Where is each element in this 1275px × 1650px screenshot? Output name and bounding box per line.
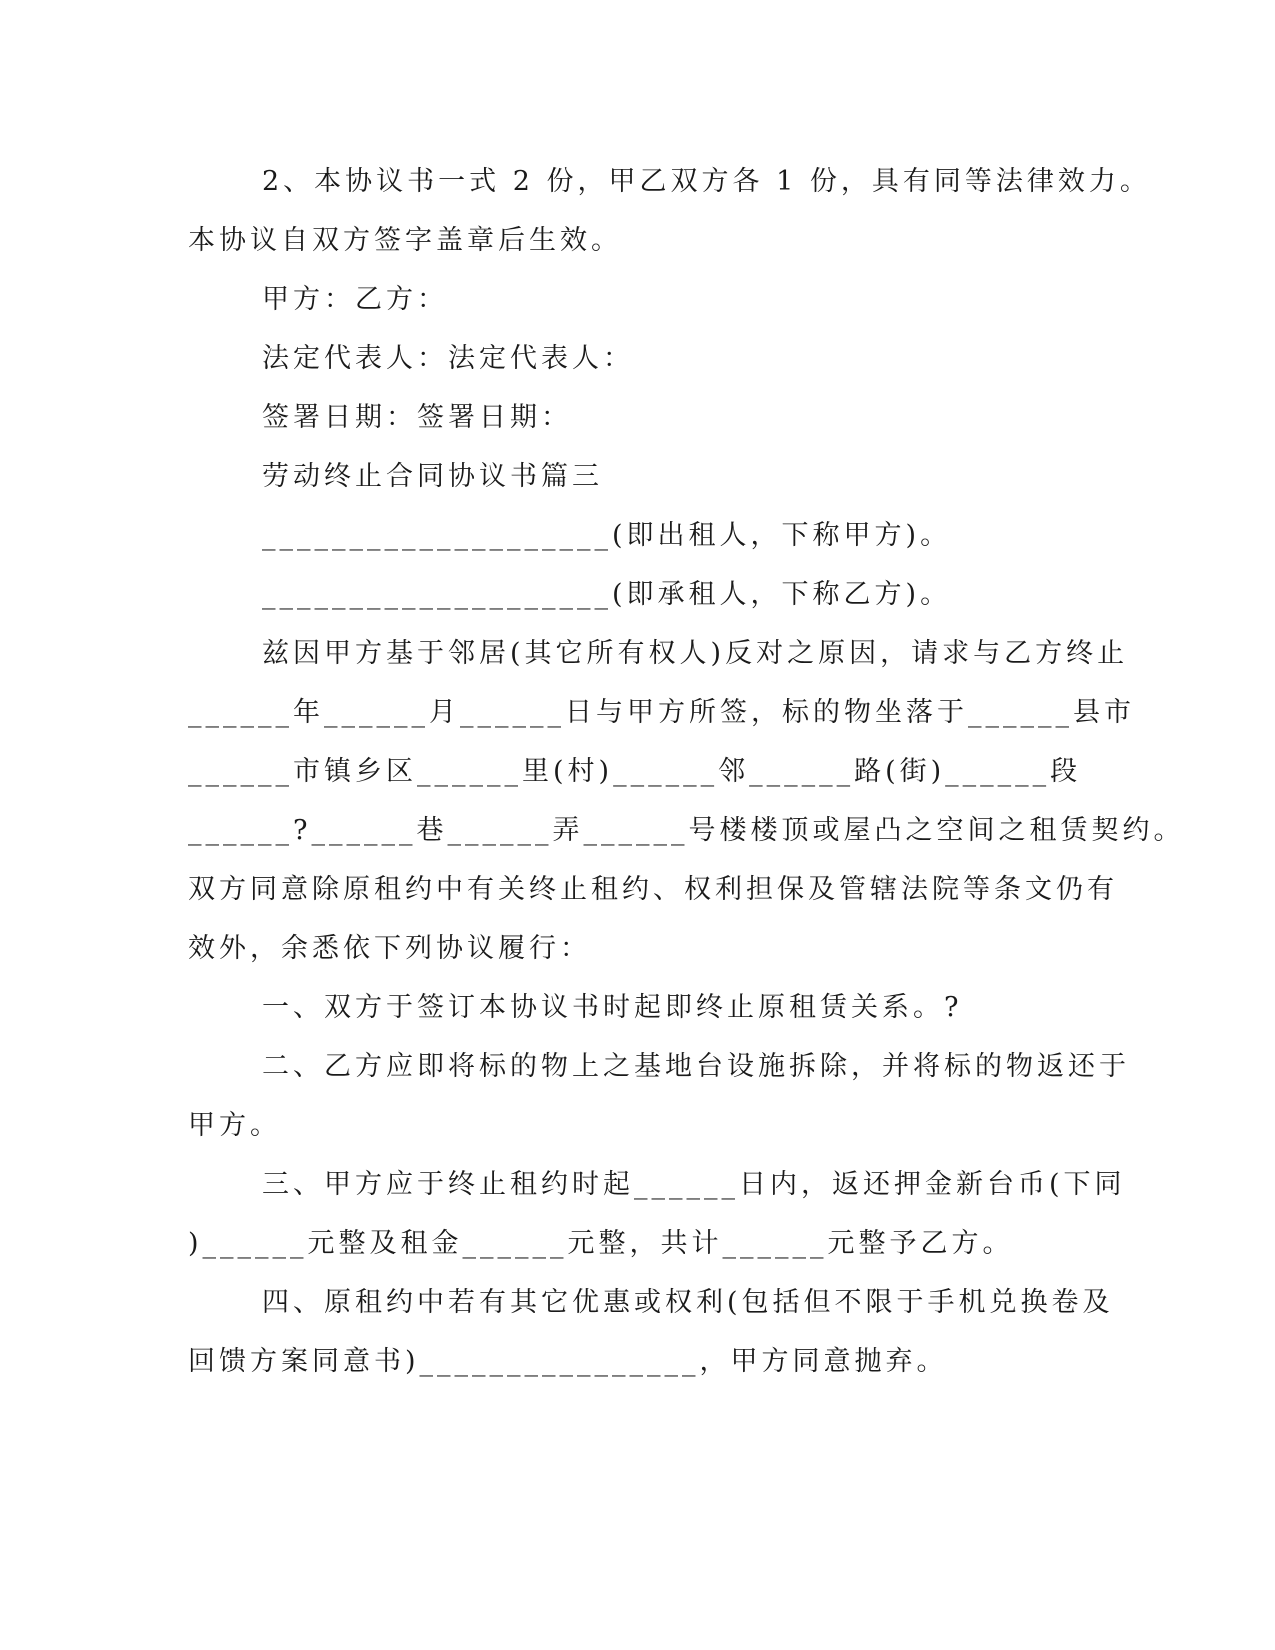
preamble-line-3: ______市镇乡区______里(村)______邻______路(街)______段: [188, 756, 1082, 787]
preamble-line-5: 双方同意除原租约中有关终止租约、权利担保及管辖法院等条文仍有: [188, 874, 1118, 905]
signature-representatives: 法定代表人：法定代表人：: [262, 343, 634, 374]
preamble-line-6: 效外，余悉依下列协议履行：: [188, 933, 591, 964]
party-b-line: ____________________(即承租人，下称乙方)。: [262, 579, 952, 610]
party-a-line: ____________________(即出租人，下称甲方)。: [262, 520, 952, 551]
item-4-line-2: 回馈方案同意书)________________，甲方同意抛弃。: [188, 1346, 948, 1377]
preamble-line-1: 兹因甲方基于邻居(其它所有权人)反对之原因，请求与乙方终止: [262, 638, 1129, 669]
item-3-line-1: 三、甲方应于终止租约时起______日内，返还押金新台币(下同: [262, 1169, 1126, 1200]
signature-dates: 签署日期：签署日期：: [262, 402, 572, 433]
item-4-line-1: 四、原租约中若有其它优惠或权利(包括但不限于手机兑换卷及: [262, 1287, 1114, 1318]
item-3-line-2: )______元整及租金______元整，共计______元整予乙方。: [188, 1228, 1014, 1259]
item-2-line-1: 二、乙方应即将标的物上之基地台设施拆除，并将标的物返还于: [262, 1051, 1130, 1082]
preamble-line-2: ______年______月______日与甲方所签，标的物坐落于______县市: [188, 697, 1135, 728]
clause-2-line-2: 本协议自双方签字盖章后生效。: [188, 225, 622, 256]
item-1: 一、双方于签订本协议书时起即终止原租赁关系。?: [262, 992, 963, 1023]
section-heading: 劳动终止合同协议书篇三: [262, 461, 603, 492]
preamble-line-4: ______?______巷______弄______号楼楼顶或屋凸之空间之租赁契约。: [188, 815, 1185, 846]
signature-parties: 甲方：乙方：: [262, 284, 448, 315]
clause-2-line-1: 2、本协议书一式 2 份，甲乙双方各 1 份，具有同等法律效力。: [262, 166, 1151, 197]
item-2-line-2: 甲方。: [188, 1110, 281, 1141]
